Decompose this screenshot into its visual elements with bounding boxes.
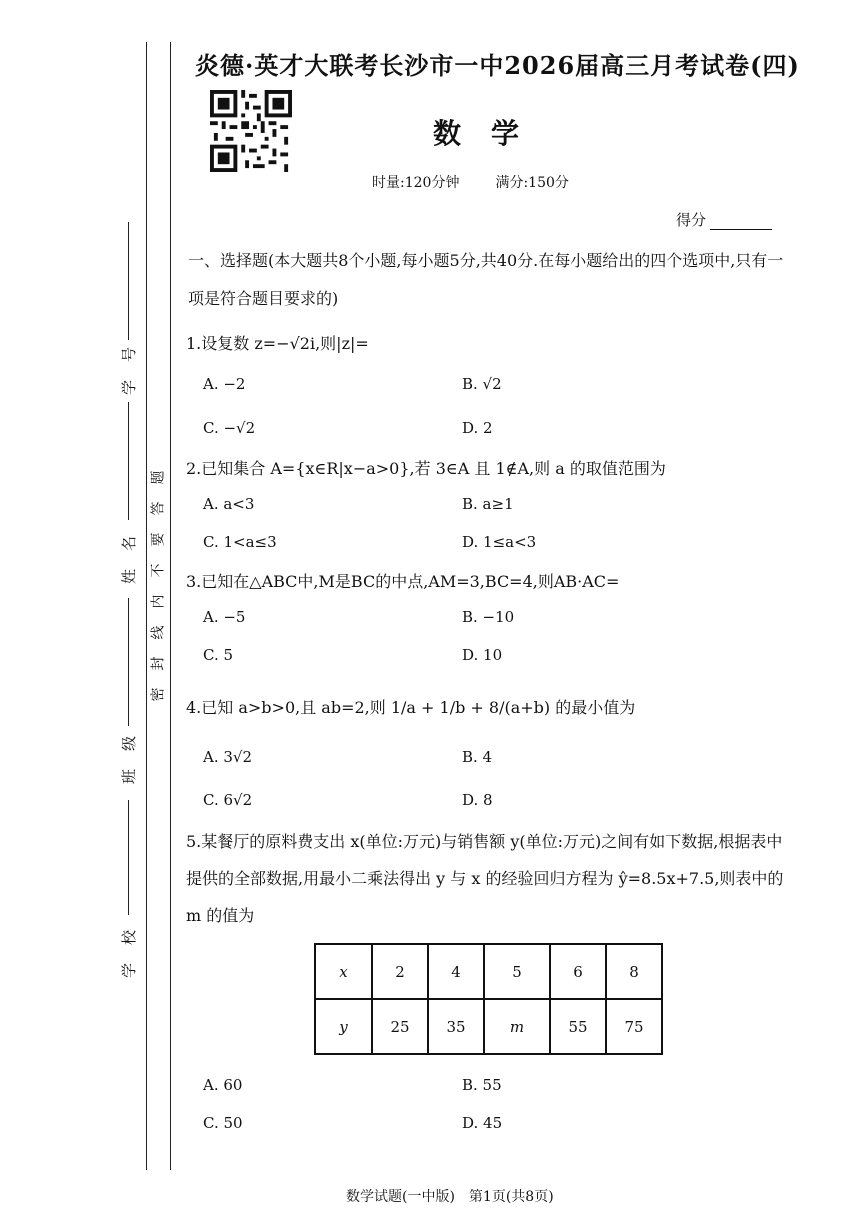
class-blank — [128, 598, 129, 726]
question-1-stem: 1.设复数 z=−√2i,则|z|= — [186, 334, 369, 353]
question-3-option-c: C. 5 — [203, 646, 234, 664]
data-table — [314, 943, 663, 1055]
question-4-option-d: D. 8 — [462, 791, 493, 809]
question-4-option-b: B. 4 — [462, 748, 493, 766]
page-footer: 数学试题(一中版) 第1页(共8页) — [346, 1189, 554, 1205]
table-cell: 6 — [550, 944, 606, 999]
name-label: 姓名 — [120, 517, 138, 584]
table-row — [315, 944, 662, 999]
exam-meta — [372, 172, 569, 192]
qr-code-icon — [210, 90, 292, 172]
question-3-option-a: A. −5 — [203, 608, 246, 626]
table-cell: 35 — [428, 999, 484, 1054]
question-5-option-b: B. 55 — [462, 1076, 502, 1094]
question-3-stem: 3.已知在△ABC中,M是BC的中点,AM=3,BC=4,则AB·AC= — [186, 572, 620, 591]
class-label: 班级 — [120, 717, 138, 784]
question-5-option-d: D. 45 — [462, 1114, 503, 1132]
question-4-option-c: C. 6√2 — [203, 791, 253, 809]
subject-title: 数学 — [433, 117, 550, 150]
question-2-option-a: A. a<3 — [203, 495, 255, 513]
table-cell: 2 — [372, 944, 428, 999]
name-blank — [128, 402, 129, 520]
question-4-stem: 4.已知 a>b>0,且 ab=2,则 1/a + 1/b + 8/(a+b) 的最小值为 — [186, 698, 636, 717]
question-2-stem: 2.已知集合 A={x∈R|x−a>0},若 3∈A 且 1∉A,则 a 的取值范围为 — [186, 459, 666, 478]
table-cell: 5 — [484, 944, 550, 999]
table-row — [315, 999, 662, 1054]
school-blank — [128, 800, 129, 915]
table-cell: 75 — [606, 999, 662, 1054]
score-blank — [710, 211, 772, 230]
full-score: 满分:150分 — [495, 175, 569, 191]
question-1-option-d: D. 2 — [462, 419, 493, 437]
question-5-option-a: A. 60 — [203, 1076, 243, 1094]
question-5-stem: 5.某餐厅的原料费支出 x(单位:万元)与销售额 y(单位:万元)之间有如下数据,根据表中提供的全部数据,用最小二乘法得出 y 与 x 的经验回归方程为 ŷ=8.5x+7.5,则表中的 m 的值为 — [186, 832, 784, 925]
table-cell: 4 — [428, 944, 484, 999]
question-1-option-b: B. √2 — [462, 375, 502, 393]
question-2-option-d: D. 1≤a<3 — [462, 533, 537, 551]
score-label: 得分 — [676, 211, 707, 229]
score-field — [676, 209, 772, 230]
school-label: 学校 — [120, 911, 138, 978]
question-3-option-b: B. −10 — [462, 608, 515, 626]
table-cell: m — [484, 999, 550, 1054]
student-id-blank — [128, 222, 129, 340]
table-cell: 8 — [606, 944, 662, 999]
question-1-option-c: C. −√2 — [203, 419, 256, 437]
question-5-option-c: C. 50 — [203, 1114, 243, 1132]
table-cell: 25 — [372, 999, 428, 1054]
time-limit: 时量:120分钟 — [372, 175, 460, 191]
question-2-option-c: C. 1<a≤3 — [203, 533, 277, 551]
student-id-label: 学号 — [120, 328, 138, 395]
table-cell: y — [315, 999, 372, 1054]
question-1-option-a: A. −2 — [203, 375, 246, 393]
section-heading: 一、选择题(本大题共8个小题,每小题5分,共40分.在每小题给出的四个选项中,只有一项是符合题目要求的) — [188, 251, 784, 308]
question-4-option-a: A. 3√2 — [203, 748, 253, 766]
seal-line-notice: 题 答 要 不 内 线 封 密 — [150, 470, 167, 702]
question-2-option-b: B. a≥1 — [462, 495, 514, 513]
question-3-option-d: D. 10 — [462, 646, 503, 664]
exam-title: 炎德·英才大联考长沙市一中2026届高三月考试卷(四) — [195, 51, 800, 80]
table-cell: 55 — [550, 999, 606, 1054]
table-cell: x — [315, 944, 372, 999]
